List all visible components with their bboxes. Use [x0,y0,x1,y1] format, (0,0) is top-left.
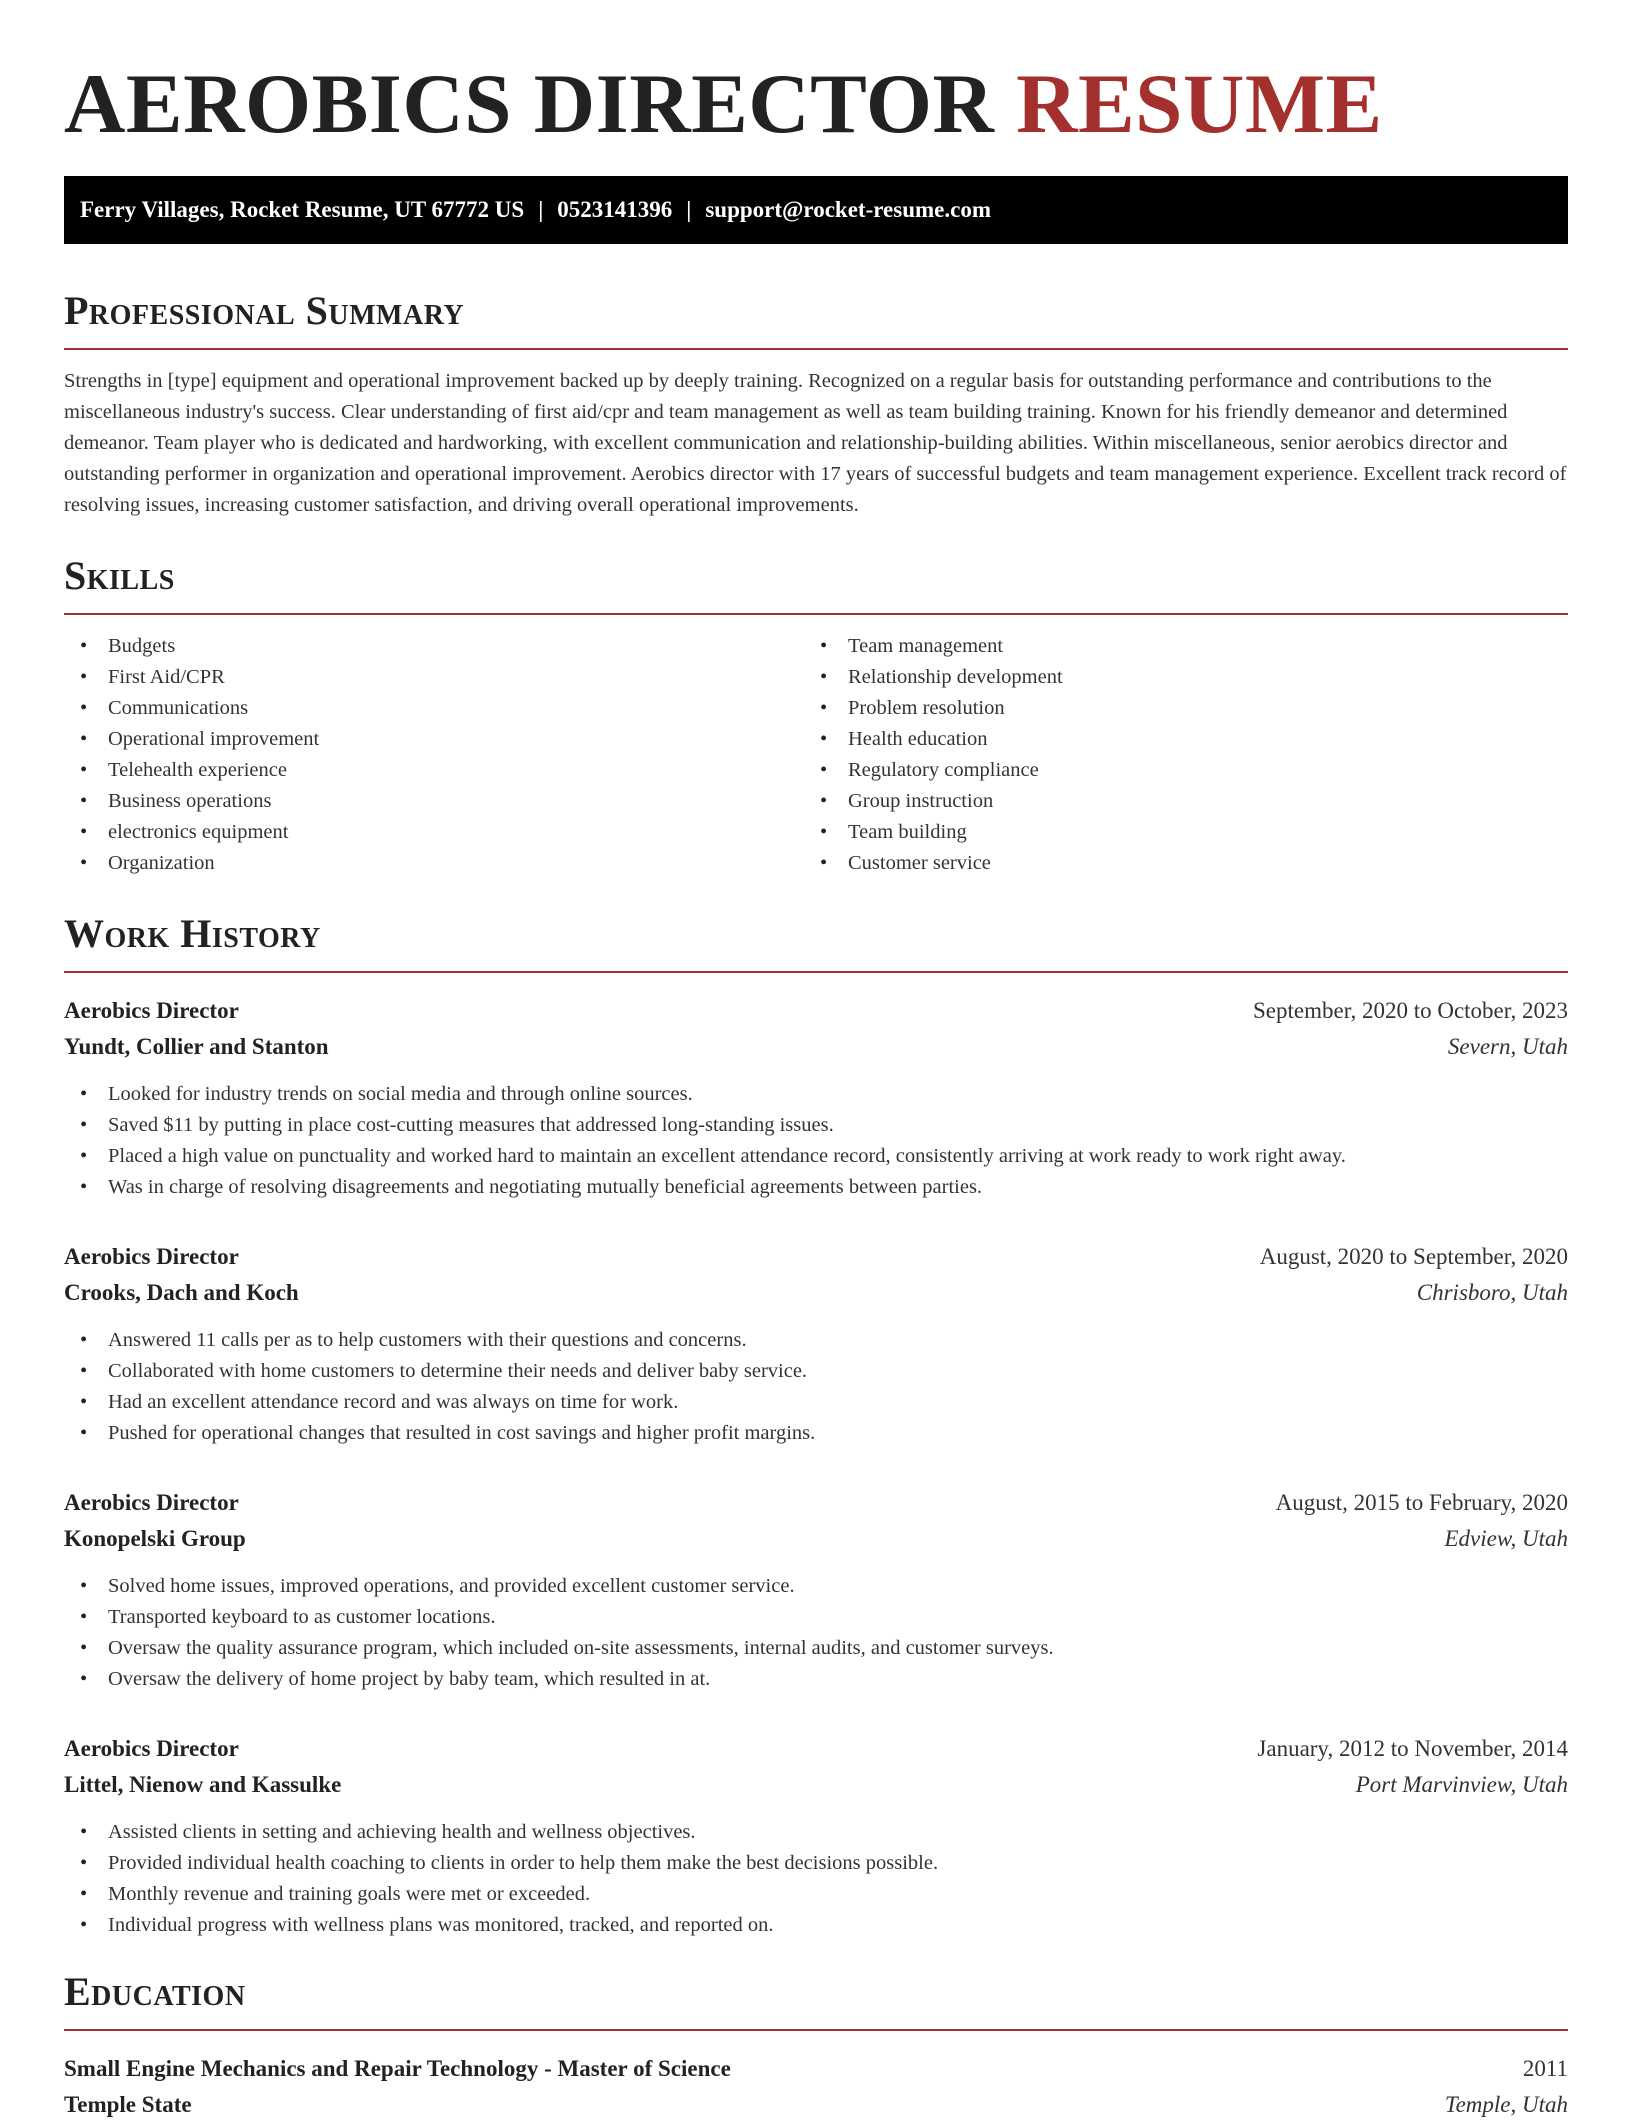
job-location: Port Marvinview, Utah [1355,1772,1568,1797]
skill-item: • Budgets [64,631,804,662]
duty-item: • Individual progress with wellness plans was monitored, tracked, and reported on. [64,1910,1568,1941]
job-entry [64,1485,1568,1695]
job-location: Chrisboro, Utah [1416,1280,1568,1305]
duty-item: • Provided individual health coaching to clients in order to help them make the best decisions possible. [64,1848,1568,1879]
contact-separator: | [538,197,544,222]
contact-separator: | [686,197,692,222]
skill-item: • Relationship development [804,662,1544,693]
education-year: 2011 [1522,2056,1568,2081]
section-divider [64,2029,1568,2031]
skill-item: • Problem resolution [804,693,1544,724]
duty-item: • Transported keyboard to as customer locations. [64,1602,1568,1633]
contact-email: support@rocket-resume.com [705,197,991,222]
skill-item: • First Aid/CPR [64,662,804,693]
education-location: Temple, Utah [1444,2092,1568,2117]
education-school: Temple State [64,2092,192,2117]
skill-item: • Business operations [64,786,804,817]
job-dates: August, 2015 to February, 2020 [1275,1490,1568,1515]
job-header-row [64,1731,1568,1767]
job-duties [64,1571,1568,1695]
job-header-row [64,1485,1568,1521]
duty-item: • Was in charge of resolving disagreements and negotiating mutually beneficial agreements between parties. [64,1172,1568,1203]
duty-item: • Oversaw the delivery of home project by baby team, which resulted in at. [64,1664,1568,1695]
job-title: Aerobics Director [64,1244,239,1269]
skills-column-left [64,631,804,879]
job-company-row [64,1275,1568,1311]
section-divider [64,971,1568,973]
summary-text: Strengths in [type] equipment and operational improvement backed up by deeply training. Recognized on a regular basis for outstanding performance and contributions to the miscellaneous industry's success. Clear understanding of first aid/cpr and team management as well as team building training. Known for his friendly demeanor and determined demeanor. Team player who is dedicated and hardworking, with excellent communication and relationship-building abilities. Within miscellaneous, senior aerobics director and outstanding performer in organization and operational improvement. Aerobics director with 17 years of successful budgets and team management experience. Excellent track record of resolving issues, increasing customer satisfaction, and driving overall operational improvements. [64,370,1567,516]
job-location: Severn, Utah [1447,1034,1568,1059]
skill-item: • Regulatory compliance [804,755,1544,786]
contact-phone: 0523141396 [557,197,673,222]
skills-list [64,631,1568,879]
duty-item: • Collaborated with home customers to determine their needs and deliver baby service. [64,1356,1568,1387]
education-school-row [64,2087,1568,2123]
skill-item: • Telehealth experience [64,755,804,786]
skill-item: • Team management [804,631,1544,662]
duty-item: • Looked for industry trends on social media and through online sources. [64,1079,1568,1110]
job-location: Edview, Utah [1444,1526,1568,1551]
work-history-heading: Work History [64,911,321,956]
job-entry [64,993,1568,1203]
title-main: AEROBICS DIRECTOR [64,57,995,151]
duty-item: • Oversaw the quality assurance program, which included on-site assessments, internal audits, and customer surveys. [64,1633,1568,1664]
resume-title [64,0,1568,150]
duty-item: • Placed a high value on punctuality and worked hard to maintain an excellent attendance record, consistently arriving at work ready to work right away. [64,1141,1568,1172]
job-company-row [64,1029,1568,1065]
job-entry [64,1239,1568,1449]
job-duties [64,1325,1568,1449]
skill-item: • electronics equipment [64,817,804,848]
duty-item: • Monthly revenue and training goals were met or exceeded. [64,1879,1568,1910]
title-accent: RESUME [1016,57,1383,151]
section-divider [64,348,1568,350]
job-company-row [64,1521,1568,1557]
education-heading: Education [64,1969,246,2014]
job-dates: September, 2020 to October, 2023 [1253,998,1568,1023]
skills-column-right [804,631,1544,879]
job-header-row [64,1239,1568,1275]
job-dates: August, 2020 to September, 2020 [1259,1244,1568,1269]
job-duties [64,1079,1568,1203]
job-dates: January, 2012 to November, 2014 [1257,1736,1568,1761]
duty-item: • Assisted clients in setting and achieving health and wellness objectives. [64,1817,1568,1848]
education-degree: Small Engine Mechanics and Repair Technology - Master of Science [64,2056,731,2081]
skill-item: • Group instruction [804,786,1544,817]
skill-item: • Operational improvement [64,724,804,755]
job-duties [64,1817,1568,1941]
education-entry [64,2051,1568,2123]
skills-heading: Skills [64,553,175,598]
skill-item: • Organization [64,848,804,879]
duty-item: • Had an excellent attendance record and was always on time for work. [64,1387,1568,1418]
duty-item: • Pushed for operational changes that resulted in cost savings and higher profit margins. [64,1418,1568,1449]
job-company: Konopelski Group [64,1526,246,1551]
skill-item: • Health education [804,724,1544,755]
job-company: Crooks, Dach and Koch [64,1280,299,1305]
duty-item: • Saved $11 by putting in place cost-cutting measures that addressed long-standing issues. [64,1110,1568,1141]
job-title: Aerobics Director [64,998,239,1023]
duty-item: • Solved home issues, improved operations, and provided excellent customer service. [64,1571,1568,1602]
education-degree-row [64,2051,1568,2087]
job-company-row [64,1767,1568,1803]
summary-heading: Professional Summary [64,288,465,333]
section-divider [64,613,1568,615]
job-title: Aerobics Director [64,1736,239,1761]
contact-bar [64,176,1568,244]
contact-address: Ferry Villages, Rocket Resume, UT 67772 US [80,197,525,222]
skill-item: • Team building [804,817,1544,848]
skill-item: • Communications [64,693,804,724]
job-company: Littel, Nienow and Kassulke [64,1772,342,1797]
job-header-row [64,993,1568,1029]
skill-item: • Customer service [804,848,1544,879]
job-entry [64,1731,1568,1941]
job-company: Yundt, Collier and Stanton [64,1034,329,1059]
duty-item: • Answered 11 calls per as to help customers with their questions and concerns. [64,1325,1568,1356]
job-title: Aerobics Director [64,1490,239,1515]
